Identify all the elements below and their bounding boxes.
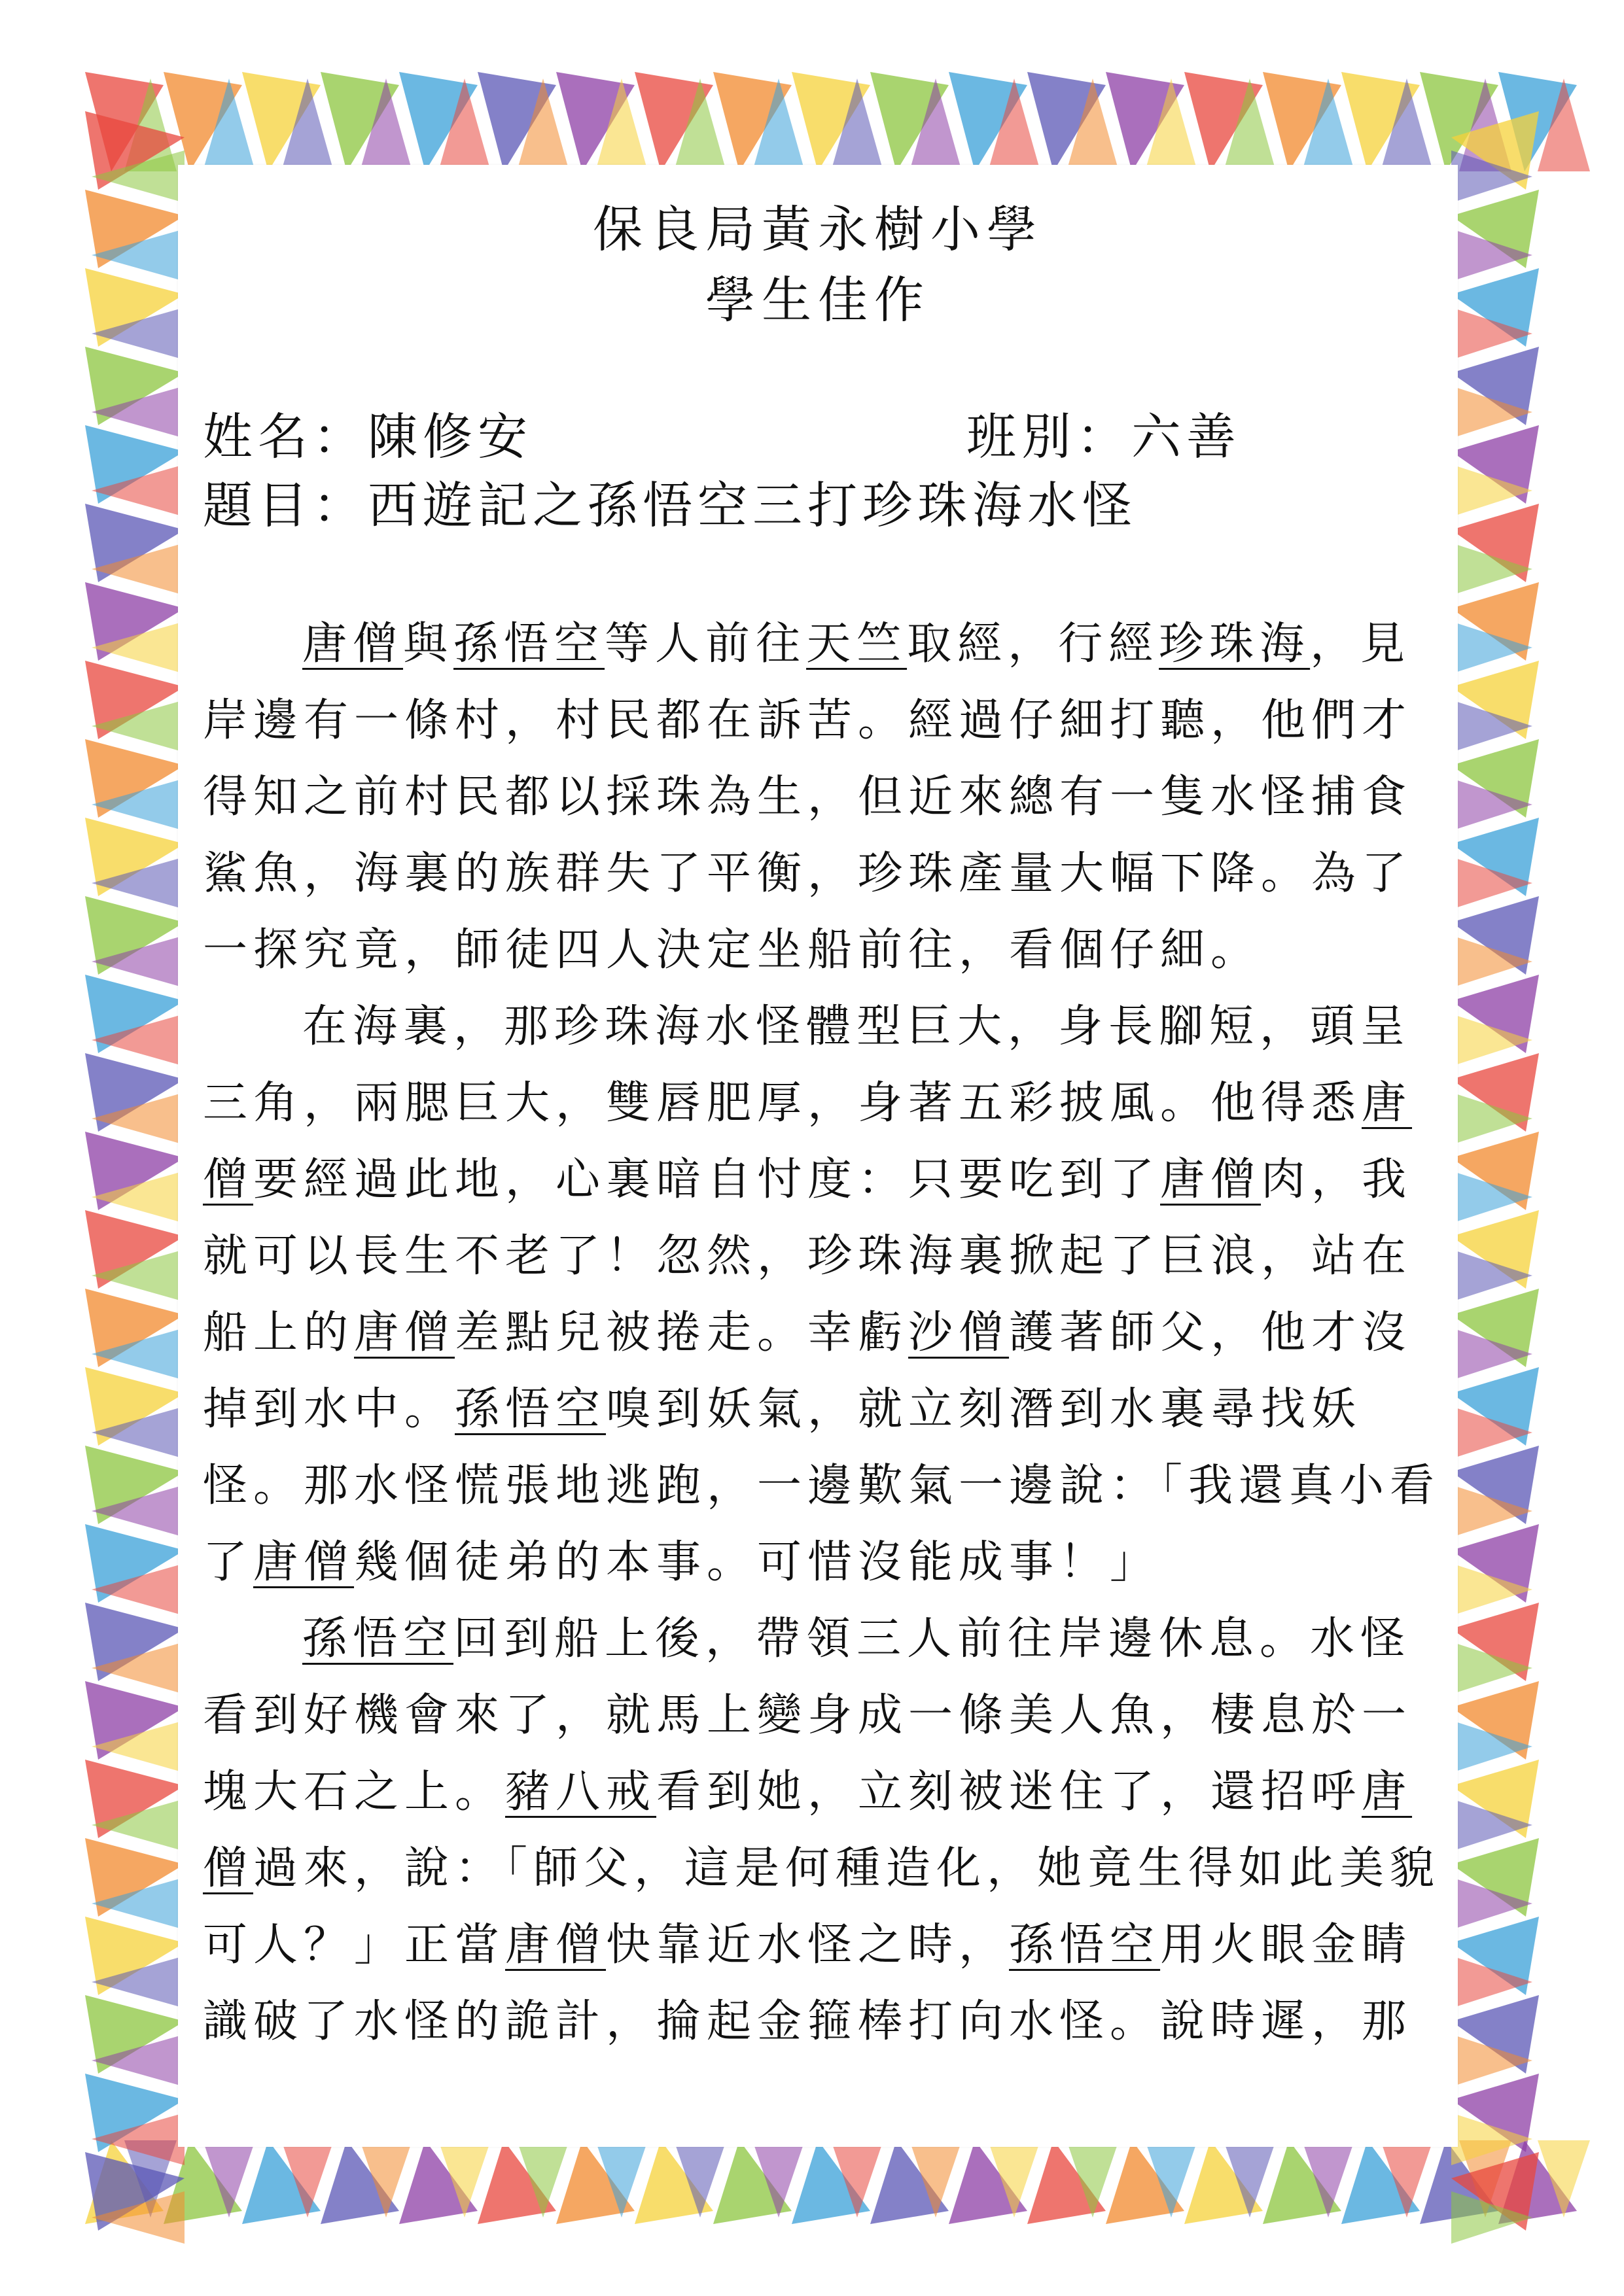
essay-paper bbox=[178, 165, 1458, 2147]
text-segment: 差點兒被捲走。幸虧 bbox=[455, 1307, 909, 1359]
text-segment: 過來，說：「師父，這是何種造化，她竟生得如此美貌 bbox=[253, 1843, 1441, 1894]
essay-line bbox=[203, 1524, 1381, 1601]
proper-noun: 孫悟空 bbox=[1009, 1919, 1161, 1971]
essay-line bbox=[203, 988, 1411, 1065]
topic-value: 西遊記之孫悟空三打珍珠海水怪 bbox=[368, 476, 1137, 534]
essay-line bbox=[203, 1601, 1411, 1677]
essay-line bbox=[203, 1983, 1413, 2060]
essay-line bbox=[203, 682, 1413, 759]
topic-label: 題目： bbox=[203, 476, 368, 534]
student-name-row bbox=[203, 397, 533, 468]
text-segment: 看到好機會來了，就馬上變身成一條美人魚，棲息於一 bbox=[203, 1690, 1413, 1741]
topic-row bbox=[203, 466, 1137, 537]
text-segment: 就可以長生不老了！忽然，珍珠海裏掀起了巨浪，站在 bbox=[203, 1230, 1413, 1282]
essay-line bbox=[203, 1065, 1413, 1141]
text-segment: 塊大石之上。 bbox=[203, 1766, 506, 1818]
name-value: 陳修安 bbox=[368, 408, 533, 466]
text-segment: 回到船上後，帶領三人前往岸邊休息。水怪 bbox=[453, 1613, 1411, 1665]
proper-noun: 唐 bbox=[1362, 1077, 1413, 1129]
proper-noun: 豬八戒 bbox=[505, 1766, 657, 1818]
proper-noun: 孫悟空 bbox=[302, 1613, 454, 1665]
proper-noun: 唐僧 bbox=[505, 1919, 607, 1971]
essay-line bbox=[203, 1907, 1413, 1983]
proper-noun: 孫悟空 bbox=[455, 1383, 607, 1435]
proper-noun: 沙僧 bbox=[908, 1307, 1010, 1359]
text-segment: 了 bbox=[203, 1537, 254, 1588]
essay-line bbox=[203, 1295, 1413, 1371]
text-segment: 在海裏，那珍珠海水怪體型巨大，身長腳短，頭呈 bbox=[302, 1001, 1411, 1052]
text-segment: 用火眼金睛 bbox=[1160, 1919, 1413, 1971]
page-subtitle: 學生佳作 bbox=[705, 271, 930, 329]
text-segment: 與 bbox=[403, 618, 454, 670]
proper-noun: 孫悟空 bbox=[453, 618, 605, 670]
text-segment: 岸邊有一條村，村民都在訴苦。經過仔細打聽，他們才 bbox=[203, 695, 1413, 746]
text-segment: 鯊魚，海裏的族群失了平衡，珍珠產量大幅下降。為了 bbox=[203, 848, 1413, 899]
essay-line bbox=[203, 1218, 1413, 1295]
class-row bbox=[966, 397, 1241, 468]
text-segment: 要經過此地，心裏暗自忖度：只要吃到了 bbox=[253, 1154, 1161, 1206]
text-segment: 快靠近水怪之時， bbox=[606, 1919, 1010, 1971]
essay-line bbox=[203, 835, 1413, 912]
essay-line bbox=[203, 759, 1413, 835]
proper-noun: 唐僧 bbox=[1160, 1154, 1262, 1206]
class-value: 六善 bbox=[1131, 408, 1241, 466]
essay-line bbox=[203, 912, 1381, 988]
text-segment: 三角，兩腮巨大，雙唇肥厚，身著五彩披風。他得悉 bbox=[203, 1077, 1362, 1129]
text-segment: 可人？」正當 bbox=[203, 1919, 506, 1971]
proper-noun: 唐僧 bbox=[302, 618, 404, 670]
text-segment: 看到她，立刻被迷住了，還招呼 bbox=[656, 1766, 1362, 1818]
text-segment: 得知之前村民都以採珠為生，但近來總有一隻水怪捕食 bbox=[203, 771, 1413, 823]
school-name: 保良局黃永樹小學 bbox=[593, 200, 1043, 258]
text-segment: 嗅到妖氣，就立刻潛到水裏尋找妖 bbox=[606, 1383, 1362, 1435]
text-segment: 一探究竟，師徒四人決定坐船前往，看個仔細。 bbox=[203, 924, 1262, 976]
text-segment: 船上的 bbox=[203, 1307, 355, 1359]
text-segment: 怪。那水怪慌張地逃跑，一邊歎氣一邊說：「我還真小看 bbox=[203, 1460, 1441, 1512]
essay-line bbox=[203, 1448, 1441, 1524]
essay-line bbox=[203, 1830, 1441, 1907]
essay-body bbox=[203, 606, 1441, 2060]
text-segment: 取經，行經 bbox=[907, 618, 1159, 670]
proper-noun: 唐僧 bbox=[354, 1307, 455, 1359]
text-segment: 肉，我 bbox=[1261, 1154, 1413, 1206]
name-label: 姓名： bbox=[203, 408, 368, 466]
text-segment: 識破了水怪的詭計，掄起金箍棒打向水怪。說時遲，那 bbox=[203, 1996, 1413, 2047]
proper-noun: 僧 bbox=[203, 1843, 254, 1894]
text-segment: 掉到水中。 bbox=[203, 1383, 455, 1435]
proper-noun: 天竺 bbox=[806, 618, 908, 670]
proper-noun: 珍珠海 bbox=[1159, 618, 1311, 670]
essay-line bbox=[203, 606, 1411, 682]
essay-line bbox=[203, 1677, 1413, 1754]
text-segment: 等人前往 bbox=[605, 618, 807, 670]
text-segment: 護著師父，他才沒 bbox=[1009, 1307, 1413, 1359]
text-segment: ，見 bbox=[1310, 618, 1411, 670]
essay-line bbox=[203, 1371, 1381, 1448]
essay-line bbox=[203, 1141, 1413, 1218]
proper-noun: 僧 bbox=[203, 1154, 254, 1206]
text-segment: 幾個徒弟的本事。可惜沒能成事！」 bbox=[354, 1537, 1161, 1588]
class-label: 班別： bbox=[966, 408, 1131, 466]
proper-noun: 唐 bbox=[1362, 1766, 1413, 1818]
essay-line bbox=[203, 1754, 1413, 1830]
proper-noun: 唐僧 bbox=[253, 1537, 355, 1588]
